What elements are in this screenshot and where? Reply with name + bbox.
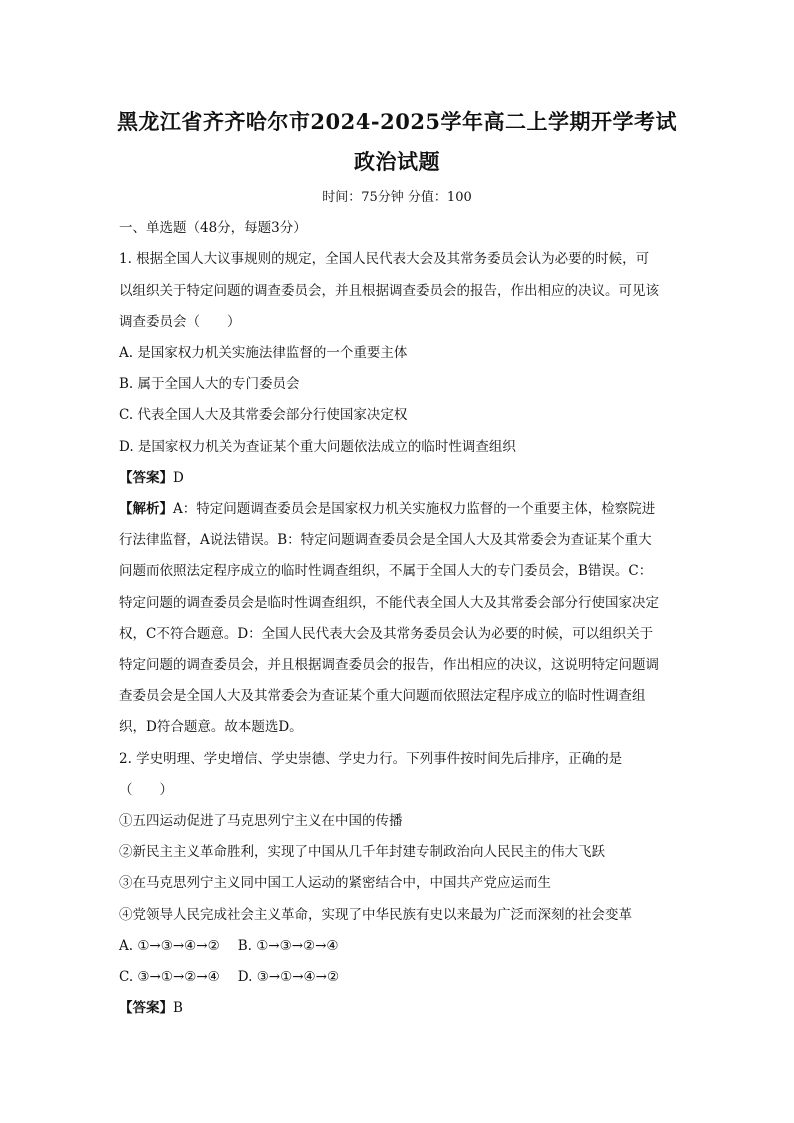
answer-label: 【答案】 xyxy=(119,1000,173,1016)
q2-options-row xyxy=(119,968,679,986)
analysis-label: 【解析】 xyxy=(119,501,173,517)
q1-analysis-line: 问题而依照法定程序成立的临时性调查组织，不属于全国人大的专门委员会，B错误。C： xyxy=(119,563,653,579)
q1-option-a: A. 是国家权力机关实施法律监督的一个重要主体 xyxy=(119,345,408,361)
section-header: 一、单选题（48分，每题3分） xyxy=(119,220,307,236)
q2-item-3: ③在马克思列宁主义同中国工人运动的紧密结合中，中国共产党应运而生 xyxy=(119,875,551,891)
q1-option-c: C. 代表全国人大及其常委会部分行使国家决定权 xyxy=(119,407,408,423)
q2-item-4: ④党领导人民完成社会主义革命，实现了中华民族有史以来最为广泛而深刻的社会变革 xyxy=(119,907,632,923)
q1-analysis-line: 查委员会是全国人大及其常委会为查证某个重大问题而依照法定程序成立的临时性调查组 xyxy=(119,688,646,704)
q1-analysis-line: 权，C不符合题意。D：全国人民代表大会及其常务委员会认为必要的时候，可以组织关于 xyxy=(119,626,654,642)
q1-stem-line: 调查委员会（ ） xyxy=(119,314,241,330)
exam-meta: 时间：75分钟 分值：100 xyxy=(322,190,472,205)
q2-option-d: D. ③→①→④→② xyxy=(237,969,340,985)
q2-item-2: ②新民主主义革命胜利，实现了中国从几千年封建专制政治向人民民主的伟大飞跃 xyxy=(119,844,605,860)
document-title: 黑龙江省齐齐哈尔市2024-2025学年高二上学期开学考试 xyxy=(116,109,678,134)
q2-stem-line: （ ） xyxy=(119,782,173,798)
answer-label: 【答案】 xyxy=(119,470,173,486)
q1-analysis-line xyxy=(119,500,679,518)
q1-stem-line: 以组织关于特定问题的调查委员会，并且根据调查委员会的报告，作出相应的决议。可见该 xyxy=(119,283,659,299)
q2-option-a: A. ①→③→④→② xyxy=(119,938,220,954)
q2-options-row xyxy=(119,937,679,955)
q2-stem-line: 2. 学史明理、学史增信、学史崇德、学史力行。下列事件按时间先后排序，正确的是 xyxy=(119,751,623,767)
q1-stem-line: 1. 根据全国人大议事规则的规定，全国人民代表大会及其常务委员会认为必要的时候，可 xyxy=(119,251,650,267)
answer-value: D xyxy=(173,470,184,486)
answer-value: B xyxy=(173,1000,183,1016)
q1-answer xyxy=(119,469,679,487)
document-subtitle: 政治试题 xyxy=(354,149,440,174)
q1-analysis-line: 织，D符合题意。故本题选D。 xyxy=(119,719,303,735)
analysis-text: A：特定问题调查委员会是国家权力机关实施权力监督的一个重要主体，检察院进 xyxy=(173,501,656,517)
q2-option-b: B. ①→③→②→④ xyxy=(237,938,339,954)
q2-answer xyxy=(119,999,679,1017)
q1-analysis-line: 特定问题的调查委员会是临时性调查组织，不能代表全国人大及其常委会部分行使国家决定 xyxy=(119,595,659,611)
q1-option-d: D. 是国家权力机关为查证某个重大问题依法成立的临时性调查组织 xyxy=(119,439,516,455)
q1-analysis-line: 特定问题的调查委员会，并且根据调查委员会的报告，作出相应的决议，这说明特定问题调 xyxy=(119,657,659,673)
q2-option-c: C. ③→①→②→④ xyxy=(119,969,220,985)
q1-analysis-line: 行法律监督，A说法错误。B：特定问题调查委员会是全国人大及其常委会为查证某个重大 xyxy=(119,532,652,548)
q2-item-1: ①五四运动促进了马克思列宁主义在中国的传播 xyxy=(119,813,403,829)
q1-option-b: B. 属于全国人大的专门委员会 xyxy=(119,376,300,392)
